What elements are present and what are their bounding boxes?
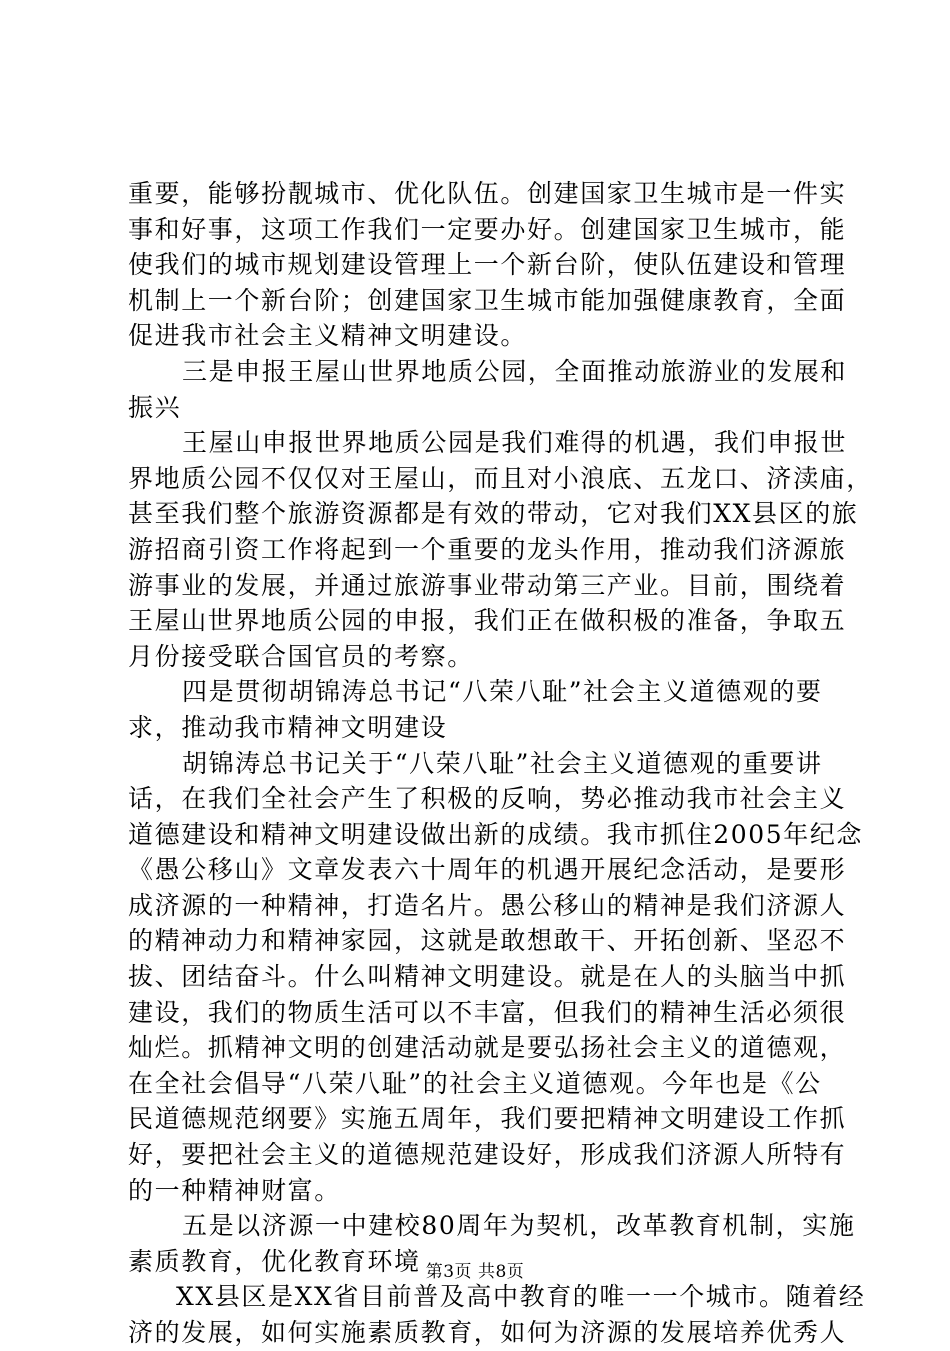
section-heading-line: 三是申报王屋山世界地质公园，全面推动旅游业的发展和 <box>182 356 848 386</box>
text-line: 机制上一个新台阶；创建国家卫生城市能加强健康教育，全面 <box>128 285 847 315</box>
text-line: 的精神动力和精神家园，这就是敢想敢干、开拓创新、坚忍不 <box>128 926 847 956</box>
paragraph-start-line: 王屋山申报世界地质公园是我们难得的机遇，我们申报世 <box>182 428 848 458</box>
text-line: 《愚公移山》文章发表六十周年的机遇开展纪念活动，是要形 <box>128 855 847 885</box>
text-line: 成济源的一种精神，打造名片。愚公移山的精神是我们济源人 <box>128 890 847 920</box>
section-heading-line: 四是贯彻胡锦涛总书记“八荣八耻”社会主义道德观的要 <box>182 677 823 707</box>
text-line: 王屋山世界地质公园的申报，我们正在做积极的准备，争取五 <box>128 606 847 636</box>
paragraph-start-line: 胡锦涛总书记关于“八荣八耻”社会主义道德观的重要讲 <box>182 748 823 778</box>
section-heading-line: 素质教育，优化教育环境 <box>128 1246 421 1276</box>
text-line: 界地质公园不仅仅对王屋山，而且对小浪底、五龙口、济渎庙， <box>128 463 873 493</box>
section-heading-line: 五是以济源一中建校80周年为契机，改革教育机制，实施 <box>182 1211 856 1241</box>
section-heading-line: 振兴 <box>128 392 182 422</box>
text-line: 道德建设和精神文明建设做出新的成绩。我市抓住2005年纪念 <box>128 819 864 849</box>
text-line: 重要，能够扮靓城市、优化队伍。创建国家卫生城市是一件实 <box>128 179 847 208</box>
text-line: 游事业的发展，并通过旅游事业带动第三产业。目前，围绕着 <box>128 570 847 600</box>
text-line: 甚至我们整个旅游资源都是有效的带动，它对我们XX县区的旅 <box>128 499 859 529</box>
text-line: 在全社会倡导“八荣八耻”的社会主义道德观。今年也是《公 <box>128 1068 822 1098</box>
text-line: 月份接受联合国官员的考察。 <box>128 641 474 671</box>
text-line: 建设，我们的物质生活可以不丰富，但我们的精神生活必须很 <box>128 997 847 1027</box>
text-line: 灿烂。抓精神文明的创建活动就是要弘扬社会主义的道德观， <box>128 1033 847 1063</box>
text-line: 游招商引资工作将起到一个重要的龙头作用，推动我们济源旅 <box>128 534 847 564</box>
text-line: 使我们的城市规划建设管理上一个新台阶，使队伍建设和管理 <box>128 250 847 280</box>
text-line: 民道德规范纲要》实施五周年，我们要把精神文明建设工作抓 <box>128 1104 847 1134</box>
section-heading-line: 求，推动我市精神文明建设 <box>128 712 448 742</box>
text-line: 拔、团结奋斗。什么叫精神文明建设。就是在人的头脑当中抓 <box>128 962 847 992</box>
text-line: 事和好事，这项工作我们一定要办好。创建国家卫生城市，能 <box>128 214 847 244</box>
body-text <box>128 176 873 1351</box>
text-line: 话，在我们全社会产生了积极的反响，势必推动我市社会主义 <box>128 784 847 814</box>
text-line: 济的发展，如何实施素质教育，如何为济源的发展培养优秀人 <box>128 1318 847 1347</box>
text-line: 促进我市社会主义精神文明建设。 <box>128 321 528 351</box>
text-line: 好，要把社会主义的道德规范建设好，形成我们济源人所特有 <box>128 1140 847 1170</box>
text-line: 的一种精神财富。 <box>128 1175 341 1205</box>
page-number-footer: 第3页 共8页 <box>425 1262 525 1282</box>
paragraph-start-line: XX县区是XX省目前普及高中教育的唯一一个城市。随着经 <box>176 1282 866 1312</box>
